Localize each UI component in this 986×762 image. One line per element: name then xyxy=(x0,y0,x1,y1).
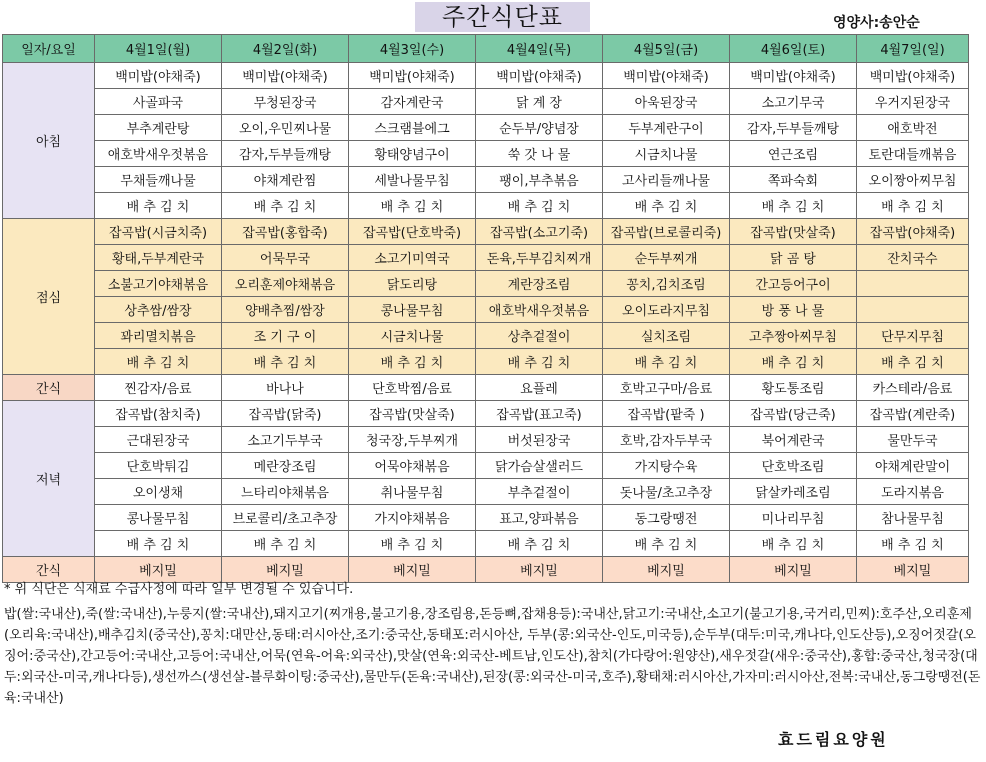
menu-item: 호박,감자두부국 xyxy=(603,427,730,453)
dinner-row xyxy=(3,453,969,479)
facility-name: 효드림요양원 xyxy=(778,730,889,749)
menu-item: 가지탕수육 xyxy=(603,453,730,479)
snack-item: 베지밀 xyxy=(222,557,349,583)
menu-item: 단호박조림 xyxy=(730,453,857,479)
lunch-row xyxy=(3,245,969,271)
menu-item: 동그랑땡전 xyxy=(603,505,730,531)
menu-item: 잡곡밥(팥죽 ) xyxy=(603,401,730,427)
snack-label: 간식 xyxy=(3,557,95,583)
menu-item: 표고,양파볶음 xyxy=(476,505,603,531)
menu-item: 순두부/양념장 xyxy=(476,115,603,141)
menu-item: 배 추 김 치 xyxy=(95,349,222,375)
lunch-row xyxy=(3,349,969,375)
lunch-row xyxy=(3,271,969,297)
menu-item: 시금치나물 xyxy=(349,323,476,349)
menu-item: 무채들깨나물 xyxy=(95,167,222,193)
menu-item: 순두부찌개 xyxy=(603,245,730,271)
menu-item: 백미밥(야채죽) xyxy=(603,63,730,89)
menu-item: 배 추 김 치 xyxy=(730,193,857,219)
menu-item: 계란장조림 xyxy=(476,271,603,297)
menu-item: 배 추 김 치 xyxy=(857,349,969,375)
change-notice: * 위 식단은 식재료 수급사정에 따라 일부 변경될 수 있습니다. xyxy=(4,582,354,597)
dinner-row xyxy=(3,401,969,427)
day-header: 4월6일(토) xyxy=(730,35,857,63)
menu-item: 황태,두부계란국 xyxy=(95,245,222,271)
menu-item: 상추쌈/쌈장 xyxy=(95,297,222,323)
menu-item: 오이,우민찌나물 xyxy=(222,115,349,141)
menu-item: 닭 계 장 xyxy=(476,89,603,115)
menu-item: 잡곡밥(시금치죽) xyxy=(95,219,222,245)
breakfast-row xyxy=(3,193,969,219)
day-header: 4월7일(일) xyxy=(857,35,969,63)
menu-item: 배 추 김 치 xyxy=(476,193,603,219)
snack-item: 요플레 xyxy=(476,375,603,401)
menu-item: 취나물무침 xyxy=(349,479,476,505)
menu-item: 청국장,두부찌개 xyxy=(349,427,476,453)
menu-item: 소고기미역국 xyxy=(349,245,476,271)
menu-item: 배 추 김 치 xyxy=(603,531,730,557)
menu-item: 시금치나물 xyxy=(603,141,730,167)
menu-item: 사골파국 xyxy=(95,89,222,115)
menu-item: 느타리야채볶음 xyxy=(222,479,349,505)
menu-item: 근대된장국 xyxy=(95,427,222,453)
header-row xyxy=(3,35,969,63)
dinner-row xyxy=(3,427,969,453)
menu-item: 감자,두부들깨탕 xyxy=(222,141,349,167)
menu-item: 배 추 김 치 xyxy=(95,193,222,219)
snack-label: 간식 xyxy=(3,375,95,401)
menu-item: 닭도리탕 xyxy=(349,271,476,297)
dinner-row xyxy=(3,479,969,505)
breakfast-row xyxy=(3,141,969,167)
snack-item: 베지밀 xyxy=(476,557,603,583)
menu-item: 백미밥(야채죽) xyxy=(476,63,603,89)
day-header: 4월1일(월) xyxy=(95,35,222,63)
menu-item: 쪽파숙회 xyxy=(730,167,857,193)
menu-item: 참나물무침 xyxy=(857,505,969,531)
menu-item: 부추계란탕 xyxy=(95,115,222,141)
menu-item: 오이생채 xyxy=(95,479,222,505)
menu-item: 양배추찜/쌈장 xyxy=(222,297,349,323)
menu-item: 잔치국수 xyxy=(857,245,969,271)
menu-item: 잡곡밥(야채죽) xyxy=(857,219,969,245)
menu-item: 백미밥(야채죽) xyxy=(730,63,857,89)
menu-item: 물만두국 xyxy=(857,427,969,453)
corner-header: 일자/요일 xyxy=(3,35,95,63)
menu-item: 가지야채볶음 xyxy=(349,505,476,531)
menu-item: 팽이,부추볶음 xyxy=(476,167,603,193)
menu-item: 배 추 김 치 xyxy=(222,349,349,375)
snack-row xyxy=(3,375,969,401)
menu-item: 잡곡밥(계란죽) xyxy=(857,401,969,427)
menu-item: 연근조림 xyxy=(730,141,857,167)
menu-item: 배 추 김 치 xyxy=(349,531,476,557)
breakfast-label: 아침 xyxy=(3,63,95,219)
menu-item: 감자,두부들깨탕 xyxy=(730,115,857,141)
snack-item: 베지밀 xyxy=(349,557,476,583)
day-header: 4월3일(수) xyxy=(349,35,476,63)
menu-item: 황태양념구이 xyxy=(349,141,476,167)
menu-item: 배 추 김 치 xyxy=(95,531,222,557)
menu-item: 간고등어구이 xyxy=(730,271,857,297)
weekly-menu-table xyxy=(2,34,969,583)
menu-item: 잡곡밥(홍합죽) xyxy=(222,219,349,245)
menu-item: 미나리무침 xyxy=(730,505,857,531)
menu-item: 북어계란국 xyxy=(730,427,857,453)
menu-item: 닭가슴살샐러드 xyxy=(476,453,603,479)
day-header: 4월2일(화) xyxy=(222,35,349,63)
menu-item: 콩나물무침 xyxy=(95,505,222,531)
menu-item: 오이짱아찌무침 xyxy=(857,167,969,193)
day-header: 4월5일(금) xyxy=(603,35,730,63)
menu-item: 배 추 김 치 xyxy=(730,531,857,557)
menu-item: 메란장조림 xyxy=(222,453,349,479)
snack-item: 호박고구마/음료 xyxy=(603,375,730,401)
lunch-row xyxy=(3,219,969,245)
lunch-label: 점심 xyxy=(3,219,95,375)
dinner-row xyxy=(3,531,969,557)
breakfast-row xyxy=(3,63,969,89)
breakfast-row xyxy=(3,115,969,141)
menu-item: 어묵야채볶음 xyxy=(349,453,476,479)
menu-item: 꽁치,김치조림 xyxy=(603,271,730,297)
menu-item: 어묵무국 xyxy=(222,245,349,271)
menu-item: 배 추 김 치 xyxy=(603,193,730,219)
snack-item: 카스테라/음료 xyxy=(857,375,969,401)
menu-item: 돗나물/초고추장 xyxy=(603,479,730,505)
menu-item: 배 추 김 치 xyxy=(222,193,349,219)
menu-item: 닭 곰 탕 xyxy=(730,245,857,271)
breakfast-row xyxy=(3,89,969,115)
menu-item: 세발나물무침 xyxy=(349,167,476,193)
menu-item: 야채계란말이 xyxy=(857,453,969,479)
menu-item: 오리훈제야채볶음 xyxy=(222,271,349,297)
menu-item: 잡곡밥(표고죽) xyxy=(476,401,603,427)
menu-item: 스크램블에그 xyxy=(349,115,476,141)
menu-item: 배 추 김 치 xyxy=(349,349,476,375)
menu-item: 배 추 김 치 xyxy=(476,531,603,557)
menu-item: 우거지된장국 xyxy=(857,89,969,115)
menu-item: 잡곡밥(단호박죽) xyxy=(349,219,476,245)
snack-item: 황도통조림 xyxy=(730,375,857,401)
dinner-label: 저녁 xyxy=(3,401,95,557)
menu-item: 애호박새우젓볶음 xyxy=(476,297,603,323)
menu-item: 잡곡밥(당근죽) xyxy=(730,401,857,427)
menu-item: 콩나물무침 xyxy=(349,297,476,323)
menu-item: 잡곡밥(소고기죽) xyxy=(476,219,603,245)
menu-item: 상추겉절이 xyxy=(476,323,603,349)
menu-item: 도라지볶음 xyxy=(857,479,969,505)
dinner-row xyxy=(3,505,969,531)
menu-item: 애호박새우젓볶음 xyxy=(95,141,222,167)
menu-item: 방 풍 나 물 xyxy=(730,297,857,323)
menu-item: 감자계란국 xyxy=(349,89,476,115)
menu-item: 쑥 갓 나 물 xyxy=(476,141,603,167)
snack-item: 베지밀 xyxy=(95,557,222,583)
menu-item: 꽈리멸치볶음 xyxy=(95,323,222,349)
menu-item: 배 추 김 치 xyxy=(857,193,969,219)
snack-item: 찐감자/음료 xyxy=(95,375,222,401)
menu-item: 버섯된장국 xyxy=(476,427,603,453)
snack-item: 베지밀 xyxy=(857,557,969,583)
menu-item: 배 추 김 치 xyxy=(603,349,730,375)
menu-item: 무청된장국 xyxy=(222,89,349,115)
menu-item: 배 추 김 치 xyxy=(857,531,969,557)
menu-item: 단호박튀김 xyxy=(95,453,222,479)
snack-item: 베지밀 xyxy=(603,557,730,583)
dietitian-label: 영양사:송안순 xyxy=(833,15,920,31)
menu-item: 아욱된장국 xyxy=(603,89,730,115)
menu-item: 백미밥(야채죽) xyxy=(95,63,222,89)
menu-item: 실치조림 xyxy=(603,323,730,349)
menu-item xyxy=(857,271,969,297)
lunch-row xyxy=(3,323,969,349)
menu-item: 배 추 김 치 xyxy=(730,349,857,375)
menu-item: 애호박전 xyxy=(857,115,969,141)
menu-item: 배 추 김 치 xyxy=(349,193,476,219)
snack-item: 바나나 xyxy=(222,375,349,401)
breakfast-row xyxy=(3,167,969,193)
menu-item: 오이도라지무침 xyxy=(603,297,730,323)
menu-item: 백미밥(야채죽) xyxy=(222,63,349,89)
menu-item: 두부계란구이 xyxy=(603,115,730,141)
menu-item: 고추짱아찌무침 xyxy=(730,323,857,349)
menu-item: 백미밥(야채죽) xyxy=(349,63,476,89)
menu-item: 부추겉절이 xyxy=(476,479,603,505)
menu-item: 야채계란찜 xyxy=(222,167,349,193)
day-header: 4월4일(목) xyxy=(476,35,603,63)
menu-item: 소불고기야채볶음 xyxy=(95,271,222,297)
menu-item: 잡곡밥(닭죽) xyxy=(222,401,349,427)
origin-info: 밥(쌀:국내산),죽(쌀:국내산),누룽지(쌀:국내산),돼지고기(찌개용,불고기용,장조림용,돈등뼈,잡채용등):국내산,닭고기:국내산,소고기(불고기용,국거리,민찌):호주산,오리훈제(오리육:국내산),배추김치(중국산),꽁치:대만산,동태:러시아산,조기:중국산,동태포:러시아산, 두부(콩:외국산-인도,미국등),순두부(대두:미국,캐나다,인도산등),오징어젓갈(오징어:중국산),간고등어:국내산,고등어:국내산,어묵(연육-어육:외국산),맛살(연육:외국산-베트남,인도산),참치(가다랑어:원양산),새우젓갈(새우:중국산),홍합:중국산,청국장(대두:외국산-미국,캐나다등),생선까스(생선살-블루화이팅:중국산),물만두(돈육:국내산),된장(콩:외국산-미국,호주),황태채:러시아산,가자미:러시아산,전복:국내산,동그랑땡전(돈육:국내산) xyxy=(4,607,981,706)
menu-item: 잡곡밥(맛살죽) xyxy=(730,219,857,245)
menu-item: 잡곡밥(브로콜리죽) xyxy=(603,219,730,245)
menu-item: 고사리들깨나물 xyxy=(603,167,730,193)
menu-item: 잡곡밥(참치죽) xyxy=(95,401,222,427)
menu-item: 닭살카레조림 xyxy=(730,479,857,505)
menu-item: 브로콜리/초고추장 xyxy=(222,505,349,531)
menu-item: 토란대들깨볶음 xyxy=(857,141,969,167)
menu-item xyxy=(857,297,969,323)
menu-item: 배 추 김 치 xyxy=(222,531,349,557)
snack-item: 단호박찜/음료 xyxy=(349,375,476,401)
menu-item: 소고기두부국 xyxy=(222,427,349,453)
lunch-row xyxy=(3,297,969,323)
snack-item: 베지밀 xyxy=(730,557,857,583)
menu-item: 단무지무침 xyxy=(857,323,969,349)
page-title: 주간식단표 xyxy=(415,2,590,32)
title-bar xyxy=(0,2,986,34)
menu-item: 돈육,두부김치찌개 xyxy=(476,245,603,271)
menu-item: 백미밥(야채죽) xyxy=(857,63,969,89)
menu-item: 소고기무국 xyxy=(730,89,857,115)
menu-item: 조 기 구 이 xyxy=(222,323,349,349)
menu-item: 배 추 김 치 xyxy=(476,349,603,375)
menu-item: 잡곡밥(맛살죽) xyxy=(349,401,476,427)
